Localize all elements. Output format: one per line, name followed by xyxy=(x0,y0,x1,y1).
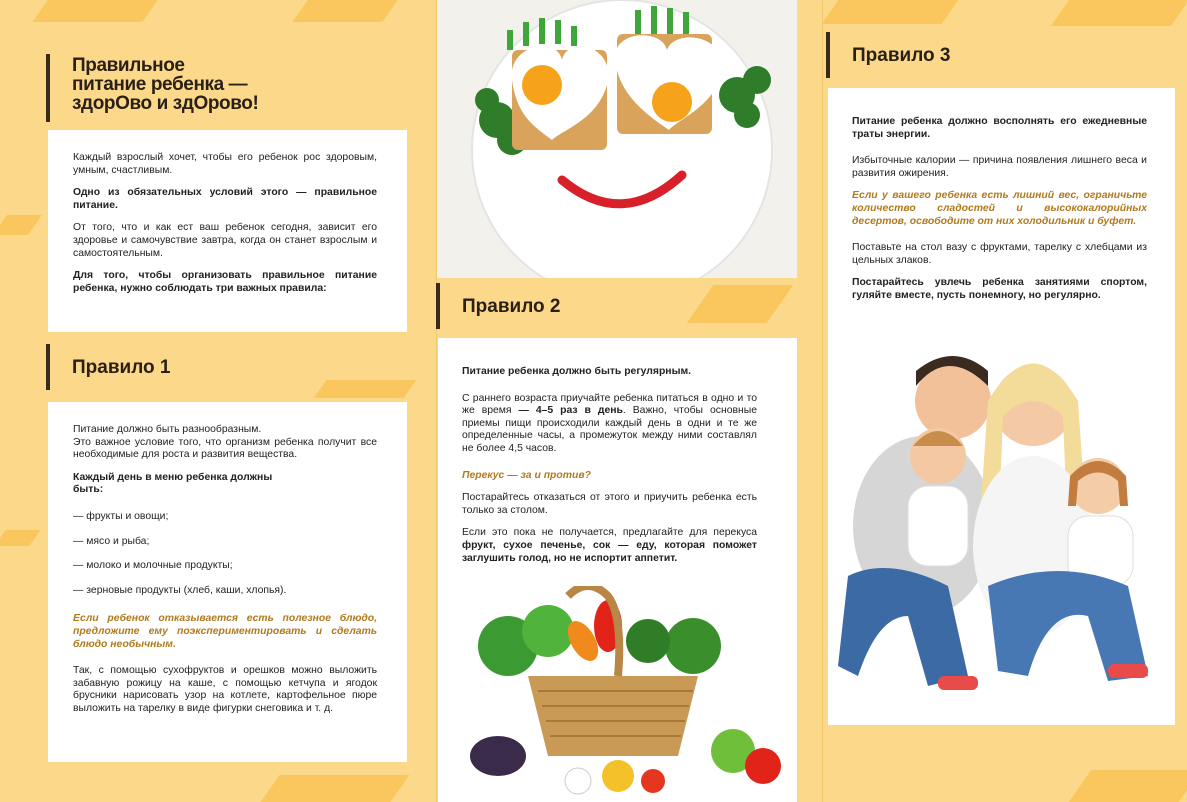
rule1-title: Правило 1 xyxy=(72,357,171,378)
rule3-title: Правило 3 xyxy=(852,45,951,66)
rule1-text: Питание должно быть разнообразным. xyxy=(73,424,262,435)
family-photo xyxy=(828,346,1175,725)
rule2-lead: Питание ребенка должно быть регулярным. xyxy=(462,366,692,377)
rule2-text-part: С раннего возраста приучайте ребенка питаться в одно и то же время xyxy=(462,392,757,417)
list-item: — мясо и рыба; xyxy=(73,535,150,547)
bg-stripe xyxy=(314,380,417,398)
bg-stripe xyxy=(822,0,959,24)
page-title xyxy=(72,56,258,113)
rule2-text xyxy=(462,393,757,456)
intro-text: Каждый взрослый хочет, чтобы его ребенок рос здоровым, умным, счастливым. xyxy=(73,152,377,176)
rule3-tip: Если у вашего ребенка есть лишний вес, ограничьте количество сладостей и высококалорийных десертов, освободите от них холодильник и буфет. xyxy=(852,190,1147,227)
family-illustration xyxy=(828,346,1175,725)
rule2-text: Постарайтесь отказаться от этого и приучить ребенка есть только за столом. xyxy=(462,492,757,516)
rule1-text: Так, с помощью сухофруктов и орешков можно выложить забавную рожицу на каше, с помощью кетчупа и ягодок брусники нарисовать узор на котлете, картофельное пюре выложить на тарелку в виде фигурки снеговика и т. д. xyxy=(73,665,377,714)
bg-stripe xyxy=(1069,770,1187,802)
bg-stripe xyxy=(0,215,42,235)
rule1-tip: Если ребенок отказывается есть полезное блюдо, предложите ему поэкспериментировать и сделать блюдо необычным. xyxy=(73,613,377,650)
plate-image xyxy=(437,0,797,278)
rule2-text-part: Если это пока не получается, предлагайте для перекуса xyxy=(462,527,757,539)
rule3-text: Избыточные калории — причина появления лишнего веса и развития ожирения. xyxy=(852,155,1147,179)
rule2-text-part: . Важно, чтобы основные приемы пищи происходили каждый день в одни и те же определенные часы, а промежуток между ними составлял не более 4,5 часов. xyxy=(462,405,757,454)
vegetable-basket-image xyxy=(448,586,793,802)
heading-bar xyxy=(826,32,830,78)
rule2-text xyxy=(462,527,757,565)
rule3-text: Поставьте на стол вазу с фруктами, тарелку с хлебцами из цельных злаков. xyxy=(852,242,1147,266)
bg-stripe xyxy=(292,0,397,22)
title-line: Правильное xyxy=(72,55,185,76)
intro-text: Одно из обязательных условий этого — правильное питание. xyxy=(73,187,377,211)
title-line: питание ребенка — xyxy=(72,74,248,95)
bg-stripe xyxy=(261,775,410,802)
smiley-plate-illustration xyxy=(437,0,797,278)
rule2-emphasis: — 4–5 раз в день xyxy=(518,405,623,417)
bg-stripe xyxy=(687,285,794,323)
intro-panel xyxy=(48,130,407,332)
heading-bar xyxy=(436,283,440,329)
heading-bar xyxy=(46,54,50,122)
rule2-subheading: Перекус — за и против? xyxy=(462,469,591,481)
intro-text: От того, что и как ест ваш ребенок сегодня, зависит его здоровье и самочувствие завтра, когда он станет взрослым и самостоятельным. xyxy=(73,222,377,259)
rule1-menu-title: Каждый день в меню ребенка должны быть: xyxy=(73,471,273,496)
title-line: здорОво и здОрово! xyxy=(72,93,259,114)
rule2-title: Правило 2 xyxy=(462,296,561,317)
fold-line xyxy=(822,0,823,802)
rule3-lead: Питание ребенка должно восполнять его ежедневные траты энергии. xyxy=(852,116,1147,140)
vegetable-basket-illustration xyxy=(448,586,793,802)
rule1-text: Это важное условие того, что организм ребенка получит все необходимые для роста и развития вещества. xyxy=(73,436,377,461)
list-item: — молоко и молочные продукты; xyxy=(73,560,233,572)
bg-stripe xyxy=(0,530,41,546)
rule3-text: Постарайтесь увлечь ребенка занятиями спортом, гуляйте вместе, пусть понемногу, но регулярно. xyxy=(852,277,1147,301)
rule2-panel xyxy=(438,338,797,802)
rule2-emphasis: фрукт, сухое печенье, сок — еду, которая поможет заглушить голод, но не испортит аппетит. xyxy=(462,539,757,564)
list-item: — зерновые продукты (хлеб, каши, хлопья). xyxy=(73,584,287,596)
bg-stripe xyxy=(32,0,157,22)
rule1-panel xyxy=(48,402,407,762)
bg-stripe xyxy=(1051,0,1187,26)
intro-text: Для того, чтобы организовать правильное питание ребенка, нужно соблюдать три важных правила: xyxy=(73,270,377,294)
rule3-panel xyxy=(828,88,1175,725)
heading-bar xyxy=(46,344,50,390)
list-item: — фрукты и овощи; xyxy=(73,510,169,522)
